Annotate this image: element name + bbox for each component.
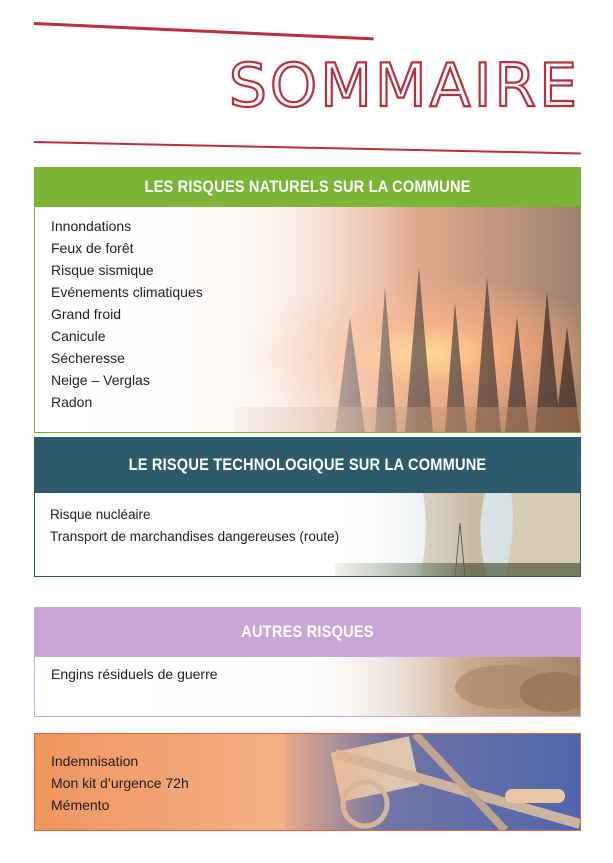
title-underline-rule [34,141,581,154]
list-item: Risque nucléaire [50,507,151,522]
section-misc [34,733,581,831]
section-body [34,493,581,577]
list-item: Canicule [51,328,106,344]
list-item: Feux de forêt [51,240,134,256]
list-item: Radon [51,394,93,410]
section-technological-risk [34,437,581,577]
list-item: Indemnisation [51,753,139,769]
list-item: Evénements climatiques [51,284,203,300]
list-item: Neige – Verglas [51,372,150,388]
page-title: SOMMAIRE [228,51,580,121]
list-item: Grand froid [51,306,122,322]
list-item: Mon kit d’urgence 72h [51,775,189,791]
section-body [34,657,581,717]
list-item: Transport de marchandises dangereuses (route) [50,529,340,544]
section-natural-risks [34,167,581,433]
list-item: Risque sismique [51,262,154,278]
list-item: Innondations [51,218,132,234]
section-heading: AUTRES RISQUES [241,622,374,641]
top-decorative-rule [34,22,374,40]
section-other-risks [34,607,581,717]
section-body [34,207,581,433]
list-item: Sécheresse [51,350,125,366]
section-heading: LES RISQUES NATURELS SUR LA COMMUNE [144,177,471,196]
section-heading: LE RISQUE TECHNOLOGIQUE SUR LA COMMUNE [128,455,487,474]
list-item: Engins résiduels de guerre [51,666,218,682]
list-item: Mémento [51,797,110,813]
